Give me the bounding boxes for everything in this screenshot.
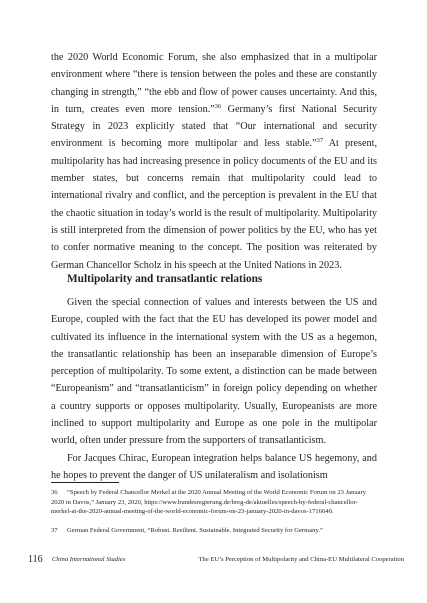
body-paragraph: Given the special connection of values and interests between the US and Europe, coupled with the fact that the EU has developed its power model and cultivated its influence in the international system with the US as a hegemon, the transatlantic relationship has been an inseparable dimension of Europe’s perception of multipolarity. To some extent, a distinction can be made between “Europeanism” and “transatlanticism” in foreign policy depending on whether a country supports or opposes multipolarity. Usually, Europeanists are more inclined to support multipolarity and Europe as one pole in the multipolar world, often under pressure from the supporters of transatlanticism.: [51, 297, 377, 447]
paragraph-text: the 2020 World Economic Forum, she also emphasized that in a multipolar environment where “there is tension between the poles and these are constantly changing in strength,” “the ebb and flow of power causes uncertainty. And this, in turn, creates even more tension.”: [51, 52, 377, 115]
footnote-text: “Speech by Federal Chancellor Merkel at the 2020 Annual Meeting of the World Economic Forum on 23 January 2020 in Davos,” January 23, 2020, https://www.bundesregierung.de/breg-de/aktuelles/speech-by-federal-chancellor-merkel-at-the-2020-annual-meeting-of-the-world-economic-forum-on-23-january-2020-in-davos-1716640.: [51, 489, 367, 516]
footnote-reference[interactable]: 37: [316, 137, 324, 145]
page-footer: [28, 555, 404, 567]
footnote-reference[interactable]: 36: [214, 102, 222, 110]
footnote-divider: [51, 482, 119, 483]
footnote-number: 36: [51, 489, 58, 496]
footnote: [51, 526, 377, 536]
journal-name: China International Studies: [52, 556, 126, 563]
paragraph-text: At present, multipolarity has had increasing presence in policy documents of the EU and its member states, but concerns remain that multipolarity could lead to international rivalry and conflict, and the perception is prevalent in the EU that the chaotic situation in today’s world is the result of multipolarity. Multipolarity is still interpreted from the dimension of power politics by the EU, who has yet to confer normative meaning to the concept. The position was reiterated by German Chancellor Scholz in his speech at the United Nations in 2023.: [51, 138, 377, 271]
running-title: The EU’s Perception of Multipolarity and China-EU Multilateral Cooperation: [198, 556, 404, 563]
paragraph-text: Germany’s first National Security Strategy in 2023 explicitly stated that “Our international and security environment is becoming more multipolar and less stable.”: [51, 103, 377, 150]
footnote: [51, 488, 377, 517]
footnote-text: German Federal Government, “Robust. Resilient. Sustainable. Integrated Security for Germany.”: [67, 527, 323, 534]
body-paragraph: [51, 49, 377, 274]
section-heading: Multipolarity and transatlantic relations: [67, 273, 263, 285]
footnote-number: 37: [51, 527, 58, 534]
page-number: 116: [28, 554, 43, 565]
body-paragraph: For Jacques Chirac, European integration helps balance US hegemony, and he hopes to prevent the danger of US unilateralism and isolationism: [51, 453, 377, 482]
